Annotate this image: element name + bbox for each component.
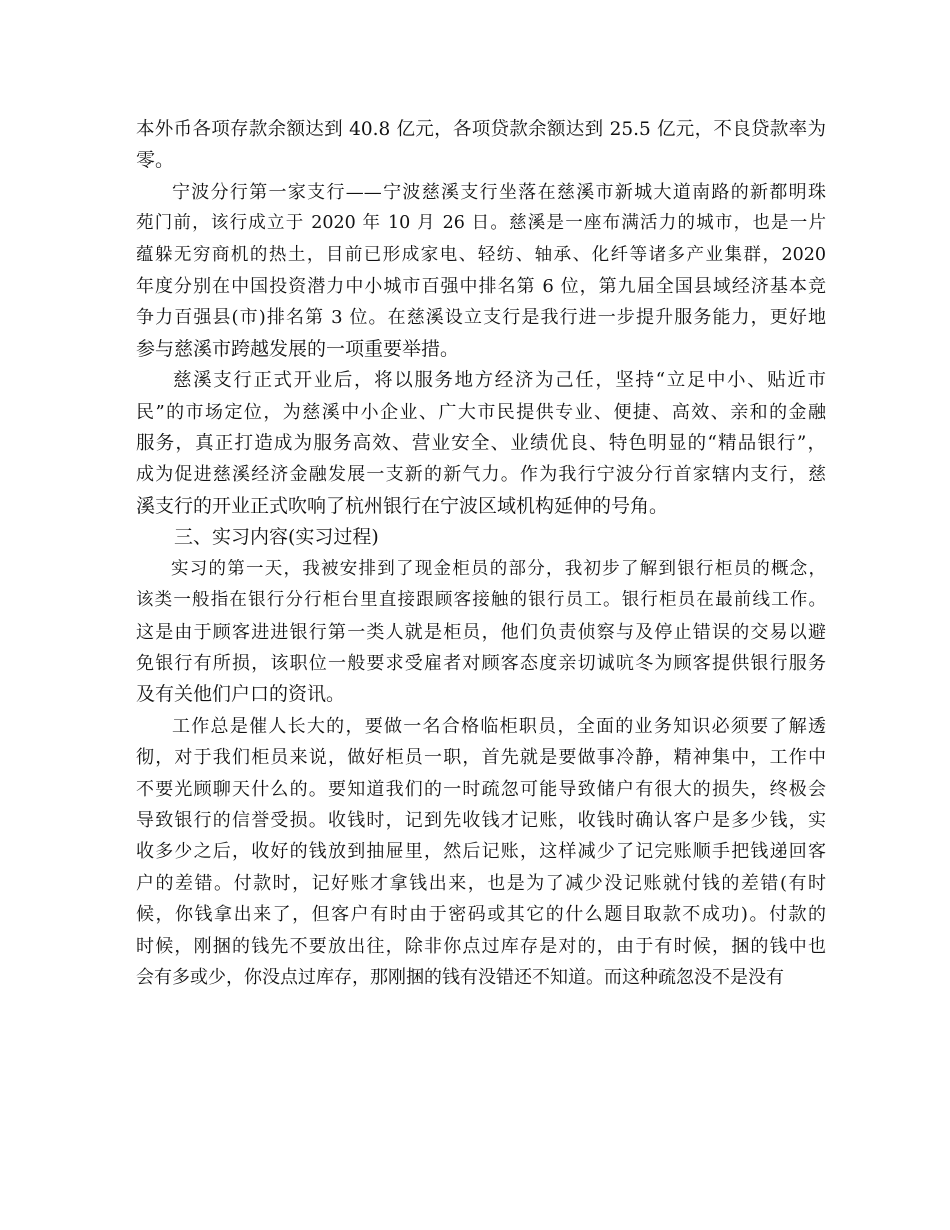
text-line: 候，你钱拿出来了，但客户有时由于密码或其它的什么题目取款不成功)。付款的 (136, 904, 826, 926)
text-line: 零。 (136, 149, 175, 172)
text-line: 溪支行的开业正式吹响了杭州银行在宁波区域机构延伸的号角。 (136, 494, 669, 517)
text-line: 实习的第一天，我被安排到了现金柜员的部分，我初步了解到银行柜员的概念， (171, 558, 826, 579)
paragraph-p2 (136, 177, 826, 365)
text-line: 苑门前，该行成立于 2020 年 10 月 26 日。慈溪是一座布满活力的城市，也是一片 (136, 213, 826, 234)
text-line: 会有多或少，你没点过库存，那刚捆的钱有没错还不知道。而这种疏忽没不是没有 (136, 966, 784, 988)
text-line: 成为促进慈溪经济金融发展一支新的新气力。作为我行宁波分行首家辖内支行，慈 (136, 464, 826, 486)
document-body (136, 114, 826, 993)
text-line: 时候，刚捆的钱先不要放出往，除非你点过库存是对的，由于有时候，捆的钱中也 (136, 935, 826, 957)
text-line: 服务，真正打造成为服务高效、营业安全、业绩优良、特色明显的“精品银行”， (136, 433, 826, 455)
text-line: 争力百强县(市)排名第 3 位。在慈溪设立支行是我行进一步提升服务能力，更好地 (136, 307, 826, 329)
text-line: 不要光顾聊天什么的。要知道我们的一时疏忽可能导致储户有很大的损失，终极会 (136, 778, 826, 800)
text-line: 民”的市场定位，为慈溪中小企业、广大市民提供专业、便捷、高效、亲和的金融 (136, 401, 826, 423)
paragraph-p6 (136, 711, 826, 994)
text-line: 宁波分行第一家支行——宁波慈溪支行坐落在慈溪市新城大道南路的新都明珠 (172, 181, 826, 203)
text-line: 年度分别在中国投资潜力中小城市百强中排名第 6 位，第九届全国县域经济基本竞 (136, 276, 826, 298)
text-line: 导致银行的信誉受损。收钱时，记到先收钱才记账，收钱时确认客户是多少钱，实 (136, 809, 826, 831)
text-line: 参与慈溪市跨越发展的一项重要举措。 (136, 337, 460, 360)
text-line: 这是由于顾客进进银行第一类人就是柜员，他们负责侦察与及停止错误的交易以避 (136, 621, 826, 643)
paragraph-p5 (136, 554, 826, 711)
text-line: 工作总是催人长大的，要做一名合格临柜职员，全面的业务知识必须要了解透 (172, 715, 826, 737)
text-line: 该类一般指在银行分行柜台里直接跟顾客接触的银行员工。银行柜员在最前线工作。 (136, 590, 826, 611)
text-line: 慈溪支行正式开业后，将以服务地方经济为己任，坚持“立足中小、贴近市 (173, 370, 826, 392)
text-line: 收多少之后，收好的钱放到抽屉里，然后记账，这样减少了记完账顺手把钱递回客 (136, 841, 826, 863)
text-line: 蕴躲无穷商机的热土，目前已形成家电、轻纺、轴承、化纤等诸多产业集群，2020 (136, 244, 826, 265)
text-line: 免银行有所损，该职位一般要求受雇者对顾客态度亲切诚吭冬为顾客提供银行服务 (136, 652, 826, 674)
text-line: 户的差错。付款时，记好账才拿钱出来，也是为了减少没记账就付钱的差错(有时 (136, 872, 826, 894)
paragraph-p3 (136, 365, 826, 522)
text-line: 及有关他们户口的资讯。 (136, 683, 346, 706)
text-line: 彻，对于我们柜员来说，做好柜员一职，首先就是要做事冷静，精神集中，工作中 (136, 747, 826, 769)
paragraph-p1 (136, 114, 826, 177)
paragraph-p4 (136, 522, 826, 553)
text-line: 本外币各项存款余额达到 40.8 亿元，各项贷款余额达到 25.5 亿元，不良贷款率为 (136, 119, 826, 140)
text-line: 三、实习内容(实习过程) (174, 526, 379, 549)
